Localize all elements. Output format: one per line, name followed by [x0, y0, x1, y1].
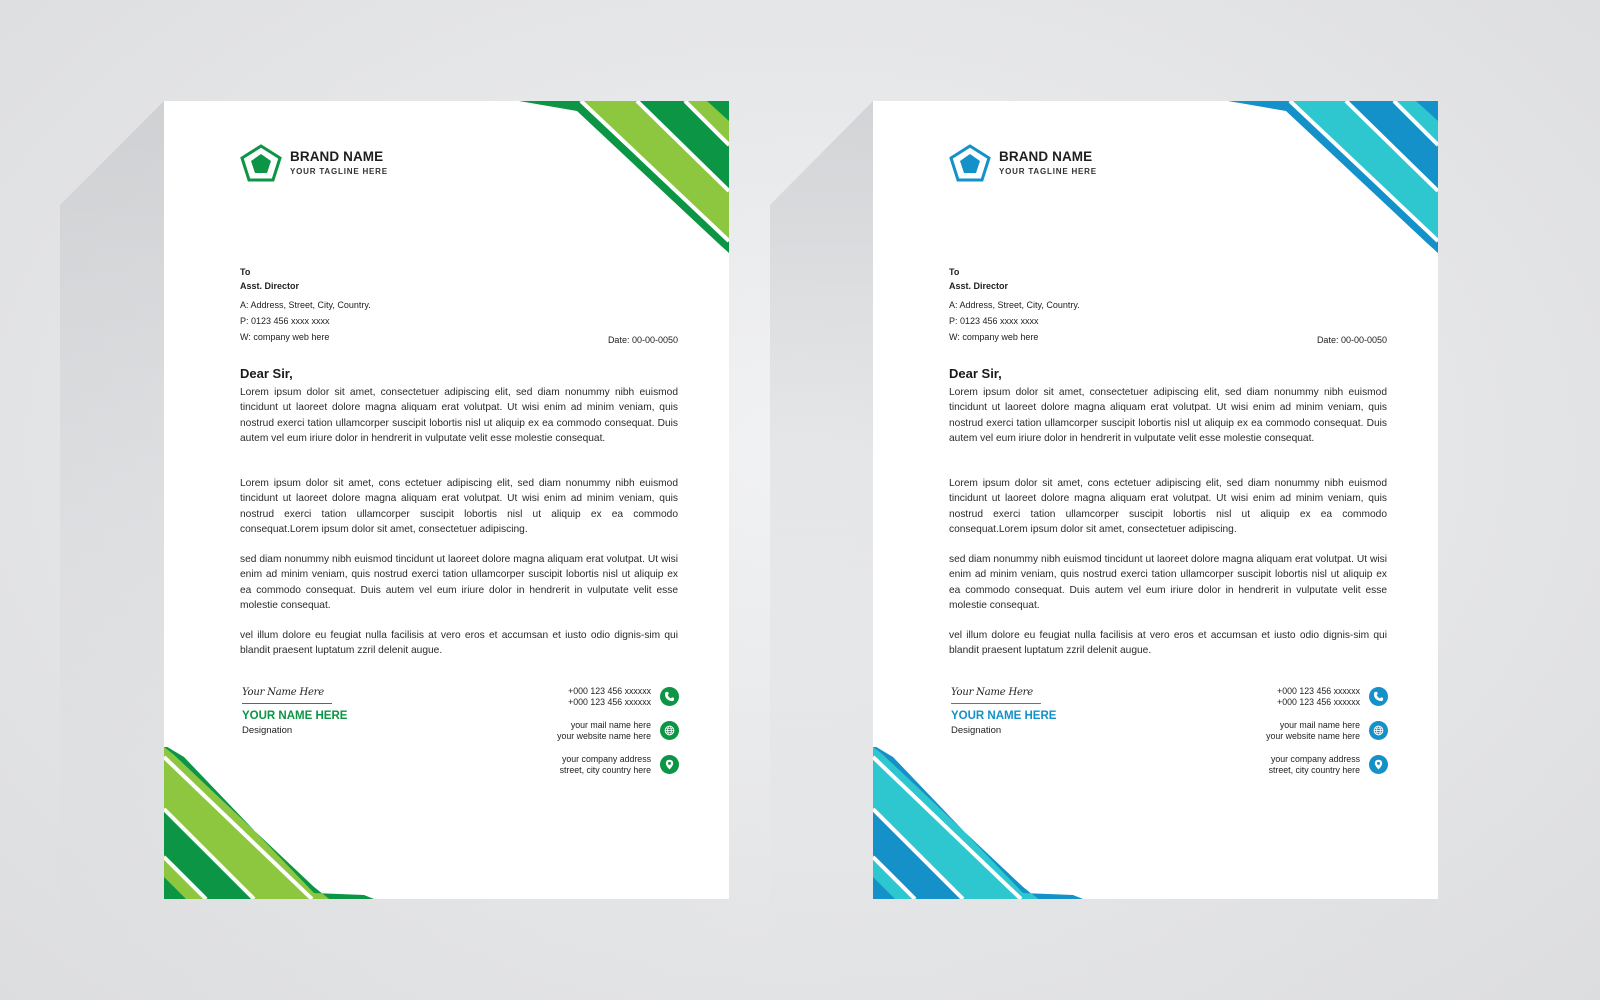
corner-decoration-top — [1228, 101, 1438, 253]
location-pin-icon — [660, 755, 679, 774]
letterhead-green — [164, 101, 729, 899]
recipient-block — [240, 267, 371, 342]
contact-list — [557, 686, 679, 788]
contact-line: your mail name here — [1279, 720, 1360, 730]
recipient-title: Asst. Director — [949, 281, 1009, 291]
signer-designation: Designation — [242, 725, 293, 736]
body-paragraph: Lorem ipsum dolor sit amet, cons ectetuer adipiscing elit, sed diam nonummy nibh euismod tincidunt ut laoreet dolore magna aliquam erat volutpat. Ut wisi enim ad minim veniam, quis nostrud exerci tation ullamcorper suscipit lobortis nisl ut aliquip ex ea commodo consequat.Lorem ipsum dolor sit amet, consectetuer adipiscing. — [949, 478, 1387, 535]
phone-icon — [660, 687, 679, 706]
body-paragraph: Lorem ipsum dolor sit amet, consectetuer adipiscing elit, sed diam nonummy nibh euismod tincidunt ut laoreet dolore magna aliquam erat volutpat. Ut wisi enim ad minim veniam, quis nostrud exerci tation ullamcorper suscipit lobortis nisl ut aliquip ex ea commodo consequat. Duis autem vel eum iriure dolor in hendrerit in vulputate velit esse molestie consequat. — [949, 387, 1387, 444]
contact-line: your company address — [562, 754, 651, 764]
recipient-phone: P: 0123 456 xxxx xxxx — [949, 316, 1039, 326]
body-paragraph: sed diam nonummy nibh euismod tincidunt ut laoreet dolore magna aliquam erat volutpat. Ut wisi enim ad minim veniam, quis nostrud exerci tation ullamcorper suscipit lobortis nisl ut aliquip ex ea commodo consequat. Duis autem vel eum iriure dolor in hendrerit in vulputate velit esse molestie consequat. — [949, 554, 1387, 611]
contact-line: +000 123 456 xxxxxx — [568, 686, 651, 696]
signature-block — [951, 687, 1056, 736]
recipient-phone: P: 0123 456 xxxx xxxx — [240, 316, 330, 326]
contact-line: your website name here — [557, 730, 651, 741]
corner-decoration-bottom — [873, 747, 1083, 899]
contact-line: +000 123 456 xxxxxx — [568, 696, 651, 707]
contact-line: your website name here — [1266, 730, 1360, 741]
signature-block — [242, 687, 347, 736]
body-paragraph: Lorem ipsum dolor sit amet, cons ectetuer adipiscing elit, sed diam nonummy nibh euismod tincidunt ut laoreet dolore magna aliquam erat volutpat. Ut wisi enim ad minim veniam, quis nostrud exerci tation ullamcorper suscipit lobortis nisl ut aliquip ex ea commodo consequat.Lorem ipsum dolor sit amet, consectetuer adipiscing. — [240, 478, 678, 535]
contact-line: your company address — [1271, 754, 1360, 764]
corner-decoration-bottom — [164, 747, 374, 899]
contact-phone — [1266, 686, 1388, 707]
salutation: Dear Sir, — [240, 366, 293, 381]
recipient-block — [949, 267, 1080, 342]
letterhead-blue — [873, 101, 1438, 899]
pentagon-logo-icon — [240, 144, 282, 182]
brand-logo — [240, 144, 388, 182]
signer-name: YOUR NAME HERE — [242, 710, 348, 722]
brand-tagline: YOUR TAGLINE HERE — [999, 166, 1097, 176]
corner-decoration-top — [519, 101, 729, 253]
salutation: Dear Sir, — [949, 366, 1002, 381]
pentagon-logo-icon — [949, 144, 991, 182]
contact-line: +000 123 456 xxxxxx — [1277, 686, 1360, 696]
body-paragraph: sed diam nonummy nibh euismod tincidunt ut laoreet dolore magna aliquam erat volutpat. Ut wisi enim ad minim veniam, quis nostrud exerci tation ullamcorper suscipit lobortis nisl ut aliquip ex ea commodo consequat. Duis autem vel eum iriure dolor in hendrerit in vulputate velit esse molestie consequat. — [240, 554, 678, 611]
recipient-address: A: Address, Street, City, Country. — [240, 300, 371, 310]
letter-date: Date: 00-00-0050 — [607, 335, 678, 345]
contact-list — [1266, 686, 1388, 788]
signer-designation: Designation — [951, 725, 1002, 736]
contact-phone — [557, 686, 679, 707]
signer-name: YOUR NAME HERE — [951, 710, 1057, 722]
brand-name: BRAND NAME — [290, 148, 384, 164]
body-paragraph: Lorem ipsum dolor sit amet, consectetuer adipiscing elit, sed diam nonummy nibh euismod tincidunt ut laoreet dolore magna aliquam erat volutpat. Ut wisi enim ad minim veniam, quis nostrud exerci tation ullamcorper suscipit lobortis nisl ut aliquip ex ea commodo consequat. Duis autem vel eum iriure dolor in hendrerit in vulputate velit esse molestie consequat. — [240, 387, 678, 444]
globe-icon — [1369, 721, 1388, 740]
contact-line: +000 123 456 xxxxxx — [1277, 696, 1360, 707]
recipient-web: W: company web here — [240, 332, 330, 342]
phone-icon — [1369, 687, 1388, 706]
globe-icon — [660, 721, 679, 740]
signature-script: Your Name Here — [242, 687, 324, 698]
signature-script: Your Name Here — [951, 687, 1033, 698]
recipient-title: Asst. Director — [240, 281, 300, 291]
recipient-to: To — [949, 267, 960, 277]
contact-web — [557, 720, 679, 741]
brand-name: BRAND NAME — [999, 148, 1093, 164]
brand-tagline: YOUR TAGLINE HERE — [290, 166, 388, 176]
signature-line — [951, 703, 1041, 704]
recipient-address: A: Address, Street, City, Country. — [949, 300, 1080, 310]
letter-date: Date: 00-00-0050 — [1316, 335, 1387, 345]
recipient-to: To — [240, 267, 251, 277]
contact-address — [1266, 754, 1388, 775]
contact-line: street, city country here — [1268, 764, 1360, 775]
contact-address — [557, 754, 679, 775]
brand-logo — [949, 144, 1097, 182]
contact-line: street, city country here — [559, 764, 651, 775]
body-paragraph: vel illum dolore eu feugiat nulla facilisis at vero eros et accumsan et iusto odio dignis-sim qui blandit praesent luptatum zzril delenit augue. — [240, 630, 678, 657]
signature-line — [242, 703, 332, 704]
contact-line: your mail name here — [570, 720, 651, 730]
contact-web — [1266, 720, 1388, 741]
recipient-web: W: company web here — [949, 332, 1039, 342]
body-paragraph: vel illum dolore eu feugiat nulla facilisis at vero eros et accumsan et iusto odio dignis-sim qui blandit praesent luptatum zzril delenit augue. — [949, 630, 1387, 657]
location-pin-icon — [1369, 755, 1388, 774]
